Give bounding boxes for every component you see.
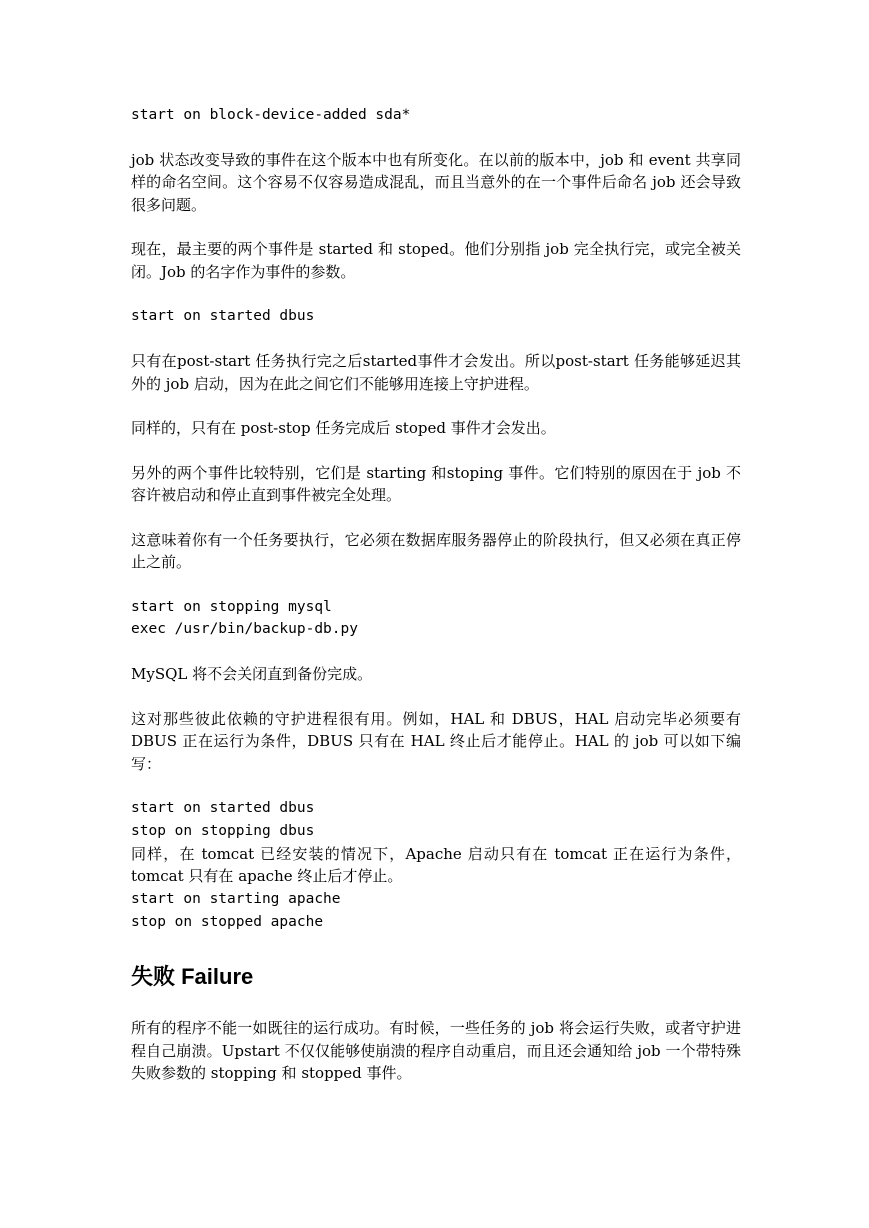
code-block-2: [131, 305, 741, 328]
code-block-4: [131, 797, 741, 843]
paragraph-failure: 所有的程序不能一如既往的运行成功。有时候，一些任务的 job 将会运行失败，或者守护进程自己崩溃。Upstart 不仅仅能够使崩溃的程序自动重启，而且还会通知给 job 一个带特殊失败参数的 stopping 和 stopped 事件。: [131, 1019, 741, 1083]
code-line: start on stopping mysql: [131, 598, 332, 615]
paragraph-post-stop: 同样的，只有在 post-stop 任务完成后 stoped 事件才会发出。: [131, 419, 556, 438]
code-block-3: [131, 596, 741, 642]
section-heading-failure: 失败 Failure: [131, 964, 254, 990]
code-line: start on starting apache: [131, 890, 341, 907]
paragraph-started-stoped: 现在，最主要的两个事件是 started 和 stoped。他们分别指 job 完全执行完，或完全被关闭。Job 的名字作为事件的参数。: [131, 240, 741, 281]
code-line: start on block-device-added sda*: [131, 107, 411, 123]
paragraph-mysql: MySQL 将不会关闭直到备份完成。: [131, 665, 373, 684]
paragraph-job-events: job 状态改变导致的事件在这个版本中也有所变化。在以前的版本中，job 和 event 共享同样的命名空间。这个容易不仅容易造成混乱，而且当意外的在一个事件后命名 job 还会导致很多问题。: [131, 150, 741, 214]
code-block-1: [131, 104, 741, 127]
code-line: start on started dbus: [131, 308, 315, 325]
document-page: [131, 104, 741, 1085]
paragraph-tomcat-apache: 同样，在 tomcat 已经安装的情况下，Apache 启动只有在 tomcat 正在运行为条件，tomcat 只有在 apache 终止后才停止。: [131, 844, 741, 886]
code-block-5: [131, 888, 741, 934]
code-line: stop on stopping dbus: [131, 822, 315, 839]
code-line: exec /usr/bin/backup-db.py: [131, 621, 358, 638]
paragraph-post-start: 只有在post-start 任务执行完之后started事件才会发出。所以post-start 任务能够延迟其外的 job 启动，因为在此之间它们不能够用连接上守护进程。: [131, 352, 741, 393]
paragraph-database-example: 这意味着你有一个任务要执行，它必须在数据库服务器停止的阶段执行，但又必须在真正停止之前。: [131, 530, 741, 572]
code-line: stop on stopped apache: [131, 913, 324, 930]
paragraph-starting-stoping: 另外的两个事件比较特别，它们是 starting 和stoping 事件。它们特别的原因在于 job 不容许被启动和停止直到事件被完全处理。: [131, 463, 741, 505]
paragraph-hal-dbus: 这对那些彼此依赖的守护进程很有用。例如，HAL 和 DBUS，HAL 启动完毕必须要有 DBUS 正在运行为条件，DBUS 只有在 HAL 终止后才能停止。HAL 的 job 可以如下编写：: [131, 709, 741, 773]
code-line: start on started dbus: [131, 800, 315, 817]
